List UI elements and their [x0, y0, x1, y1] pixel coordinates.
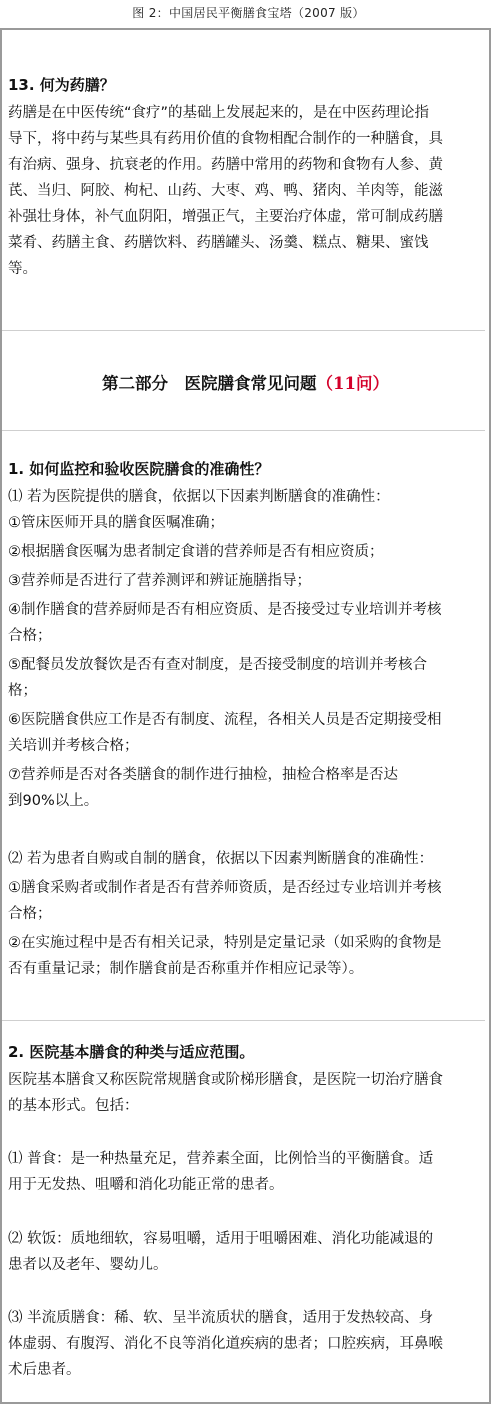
- q1-line: 到90%以上。: [8, 793, 99, 809]
- q13-line: 药膳是在中医传统“食疗”的基础上发展起来的，是在中医药理论指: [8, 105, 430, 121]
- q1-line: ⑥医院膳食供应工作是否有制度、流程，各相关人员是否定期接受相: [8, 712, 442, 728]
- q2-line: 术后患者。: [8, 1362, 81, 1378]
- q2-line: ⑶ 半流质膳食：稀、软、呈半流质状的膳食，适用于发热较高、身: [8, 1310, 434, 1326]
- q13-line: 芪、当归、阿胶、枸杞、山药、大枣、鸡、鸭、猪肉、羊肉等，能滋: [8, 183, 443, 199]
- q2-line: ⑴ 普食：是一种热量充足，营养素全面，比例恰当的平衡膳食。适: [8, 1151, 434, 1167]
- divider: [2, 330, 485, 331]
- question-1-title: 1. 如何监控和验收医院膳食的准确性？: [8, 460, 270, 478]
- q1-line: 否有重量记录；制作膳食前是否称重并作相应记录等）。: [8, 961, 364, 977]
- part-title: 第二部分 医院膳食常见问题: [102, 374, 317, 393]
- q1-line: 关培训并考核合格；: [8, 738, 139, 754]
- q1-line: ①管床医师开具的膳食医嘱准确；: [8, 515, 224, 531]
- divider: [2, 430, 485, 431]
- q2-line: 患者以及老年、婴幼儿。: [8, 1257, 168, 1273]
- q1-line: ④制作膳食的营养厨师是否有相应资质、是否接受过专业培训并考核: [8, 602, 442, 618]
- q2-line: 体虚弱、有腹泻、消化不良等消化道疾病的患者；口腔疾病，耳鼻喉: [8, 1336, 443, 1352]
- figure-caption: 图 2：中国居民平衡膳食宝塔（2007 版）: [132, 6, 365, 20]
- q1-line: ②根据膳食医嘱为患者制定食谱的营养师是否有相应资质；: [8, 544, 384, 560]
- q1-line: ②在实施过程中是否有相关记录，特别是定量记录（如采购的食物是: [8, 935, 442, 951]
- q1-line: ①膳食采购者或制作者是否有营养师资质，是否经过专业培训并考核: [8, 880, 442, 896]
- question-13-title: 13. 何为药膳？: [8, 76, 115, 94]
- q13-line: 等。: [8, 261, 37, 277]
- part-heading: [0, 370, 491, 394]
- q13-line: 导下，将中药与某些具有药用价值的食物相配合制作的一种膳食，具: [8, 131, 443, 147]
- q13-line: 有治病、强身、抗衰老的作用。药膳中常用的药物和食物有人参、黄: [8, 157, 443, 173]
- q1-line: ③营养师是否进行了营养测评和辨证施膳指导；: [8, 573, 311, 589]
- q1-line: ⑤配餐员发放餐饮是否有查对制度，是否接受制度的培训并考核合: [8, 657, 427, 673]
- q1-line: ⑵ 若为患者自购或自制的膳食，依据以下因素判断膳食的准确性：: [8, 851, 434, 867]
- q2-line: ⑵ 软饭：质地细软，容易咀嚼，适用于咀嚼困难、消化功能减退的: [8, 1231, 434, 1247]
- q1-line: 格；: [8, 683, 37, 699]
- q1-line: ⑦营养师是否对各类膳食的制作进行抽检，抽检合格率是否达: [8, 767, 398, 783]
- q2-line: 医院基本膳食又称医院常规膳食或阶梯形膳食，是医院一切治疗膳食: [8, 1072, 443, 1088]
- q2-line: 的基本形式。包括：: [8, 1098, 139, 1114]
- q1-line: ⑴ 若为医院提供的膳食，依据以下因素判断膳食的准确性：: [8, 489, 390, 505]
- q2-line: 用于无发热、咀嚼和消化功能正常的患者。: [8, 1177, 284, 1193]
- question-2-title: 2. 医院基本膳食的种类与适应范围。: [8, 1043, 255, 1061]
- q1-line: 合格；: [8, 628, 52, 644]
- part-count: （11问）: [316, 374, 389, 393]
- q13-line: 菜肴、药膳主食、药膳饮料、药膳罐头、汤羹、糕点、糖果、蜜饯: [8, 235, 429, 251]
- q1-line: 合格；: [8, 906, 52, 922]
- q13-line: 补强壮身体，补气血阴阳，增强正气，主要治疗体虚，常可制成药膳: [8, 209, 443, 225]
- divider: [2, 1020, 485, 1021]
